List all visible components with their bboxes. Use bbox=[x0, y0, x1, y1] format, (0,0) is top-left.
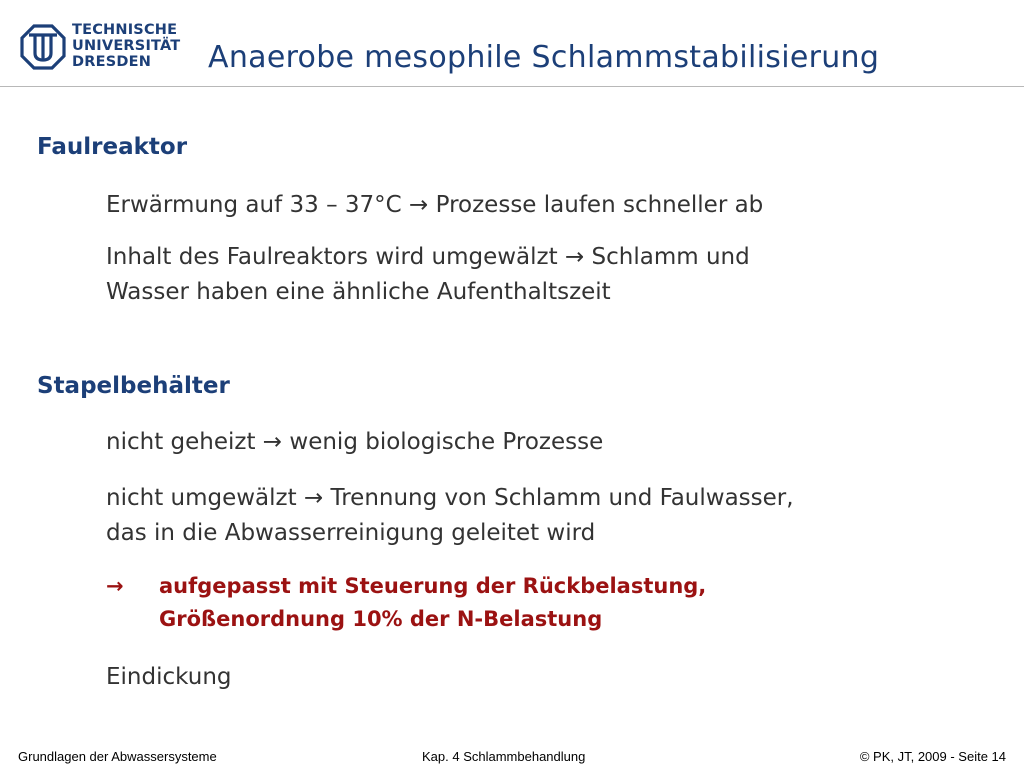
arrow-right-icon: → bbox=[409, 192, 429, 218]
section-heading-stapelbehaelter: Stapelbehälter bbox=[37, 373, 230, 399]
warning-note bbox=[106, 570, 986, 636]
item-text: das in die Abwasserreinigung geleitet wird bbox=[106, 520, 596, 546]
item-text: Eindickung bbox=[106, 664, 232, 690]
item-text: wenig biologische Prozesse bbox=[289, 429, 604, 455]
item-text: Schlamm und bbox=[591, 244, 750, 270]
footer-course-title: Grundlagen der Abwassersysteme bbox=[18, 749, 217, 764]
title-divider bbox=[0, 86, 1024, 87]
item-text: Erwärmung auf 33 – 37°C bbox=[106, 192, 402, 218]
warning-text-line-1: aufgepasst mit Steuerung der Rückbelastung, bbox=[159, 574, 707, 598]
item-text: nicht umgewälzt bbox=[106, 485, 297, 511]
item-text: Wasser haben eine ähnliche Aufenthaltszeit bbox=[106, 279, 611, 305]
bullet-item-nicht-umgewaelzt bbox=[106, 481, 986, 551]
section-heading-faulreaktor: Faulreaktor bbox=[37, 134, 188, 160]
bullet-item-umwaelzung bbox=[106, 240, 986, 310]
footer-copyright-page: © PK, JT, 2009 - Seite 14 bbox=[859, 749, 1006, 764]
bullet-item-nicht-geheizt bbox=[106, 425, 986, 460]
footer-chapter: Kap. 4 Schlammbehandlung bbox=[422, 749, 586, 764]
logo-line-3: DRESDEN bbox=[72, 54, 152, 70]
item-text: Inhalt des Faulreaktors wird umgewälzt bbox=[106, 244, 558, 270]
tu-dresden-logo bbox=[18, 22, 188, 74]
bullet-item-eindickung bbox=[106, 660, 986, 695]
slide-title: Anaerobe mesophile Schlammstabilisierung bbox=[208, 40, 880, 75]
logo-wordmark bbox=[72, 22, 180, 70]
arrow-right-icon: → bbox=[564, 244, 585, 270]
logo-line-2: UNIVERSITÄT bbox=[72, 38, 181, 54]
arrow-right-icon: → bbox=[106, 574, 124, 598]
item-text: Prozesse laufen schneller ab bbox=[435, 192, 764, 218]
tu-dresden-emblem-icon bbox=[18, 22, 68, 72]
arrow-right-icon: → bbox=[303, 485, 324, 511]
item-text: Trennung von Schlamm und Faulwasser, bbox=[330, 485, 794, 511]
logo-line-1: TECHNISCHE bbox=[72, 22, 178, 38]
warning-text-line-2: Größenordnung 10% der N-Belastung bbox=[159, 607, 603, 631]
item-text: nicht geheizt bbox=[106, 429, 256, 455]
bullet-item-erwaermung bbox=[106, 188, 986, 223]
arrow-right-icon: → bbox=[262, 429, 283, 455]
